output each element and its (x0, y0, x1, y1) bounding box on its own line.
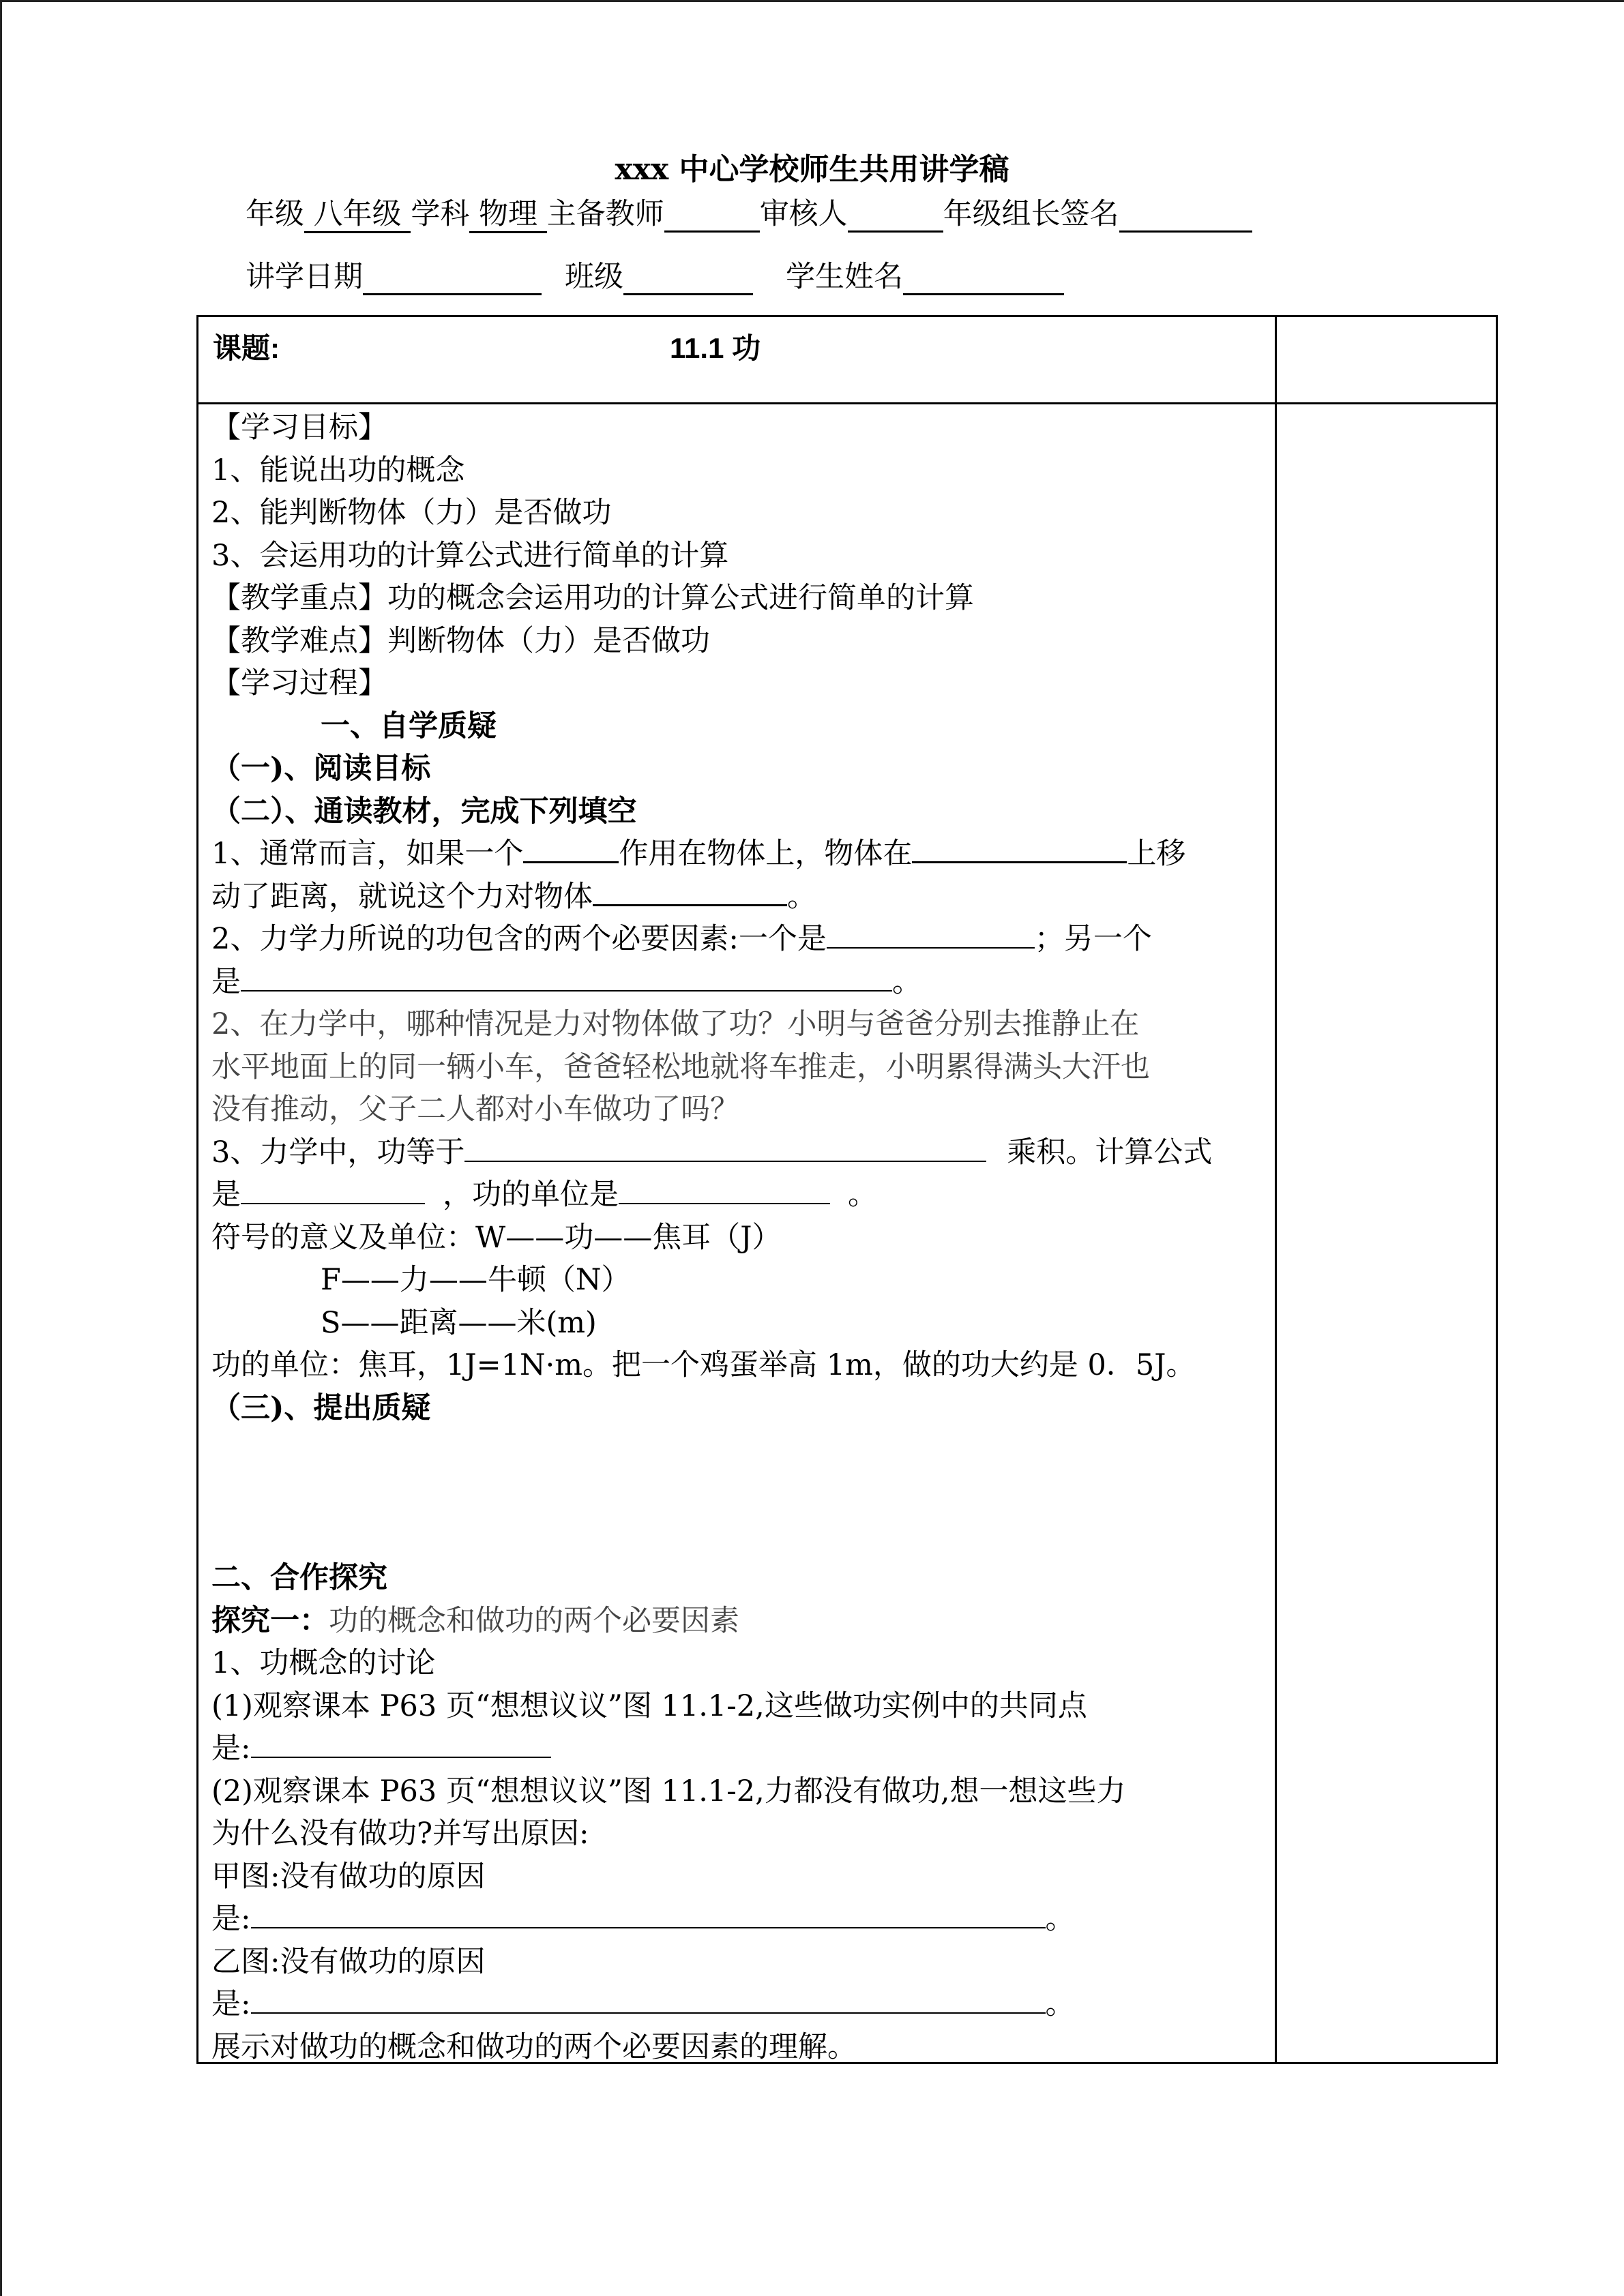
question-2-line-1: 2、力学力所说的功包含的两个必要因素:一个是 ；另一个 (211, 918, 1265, 961)
symbol-f: F——力——牛顿（N） (321, 1263, 631, 1297)
explore-1-item-3-cont: 为什么没有做功?并写出原因: (211, 1817, 589, 1851)
difficulty: 【教学难点】判断物体（力）是否做功 (211, 623, 710, 658)
question-1-line-2: 动了距离，就说这个力对物体 。 (211, 876, 1265, 919)
e-blank-2[interactable] (251, 1900, 1046, 1928)
key-point: 【教学重点】功的概念会运用功的计算公式进行简单的计算 (211, 581, 974, 615)
date-label: 讲学日期 (246, 260, 363, 294)
figure-a-answer: 是: 。 (211, 1898, 1265, 1941)
question-3-line-3: 没有推动，父子二人都对小车做功了吗？ (211, 1092, 739, 1127)
grade-label: 年级 (246, 197, 304, 231)
symbol-s: S——距离——米(m) (321, 1305, 597, 1340)
symbol-w: 符号的意义及单位：W——功——焦耳（J） (211, 1220, 782, 1255)
question-4-line-2: 是 ，功的单位是 。 (211, 1174, 1265, 1217)
subject-label: 学科 (411, 197, 470, 231)
e-blank-1[interactable] (251, 1729, 551, 1758)
question-3-line-2: 水平地面上的同一辆小车，爸爸轻松地就将车推走，小明累得满头大汗也 (211, 1049, 1150, 1084)
goal-2: 2、能判断物体（力）是否做功 (211, 496, 612, 530)
table-row-divider (196, 402, 1498, 404)
page-border-left (0, 0, 2, 2296)
goal-header: 【学习目标】 (211, 411, 387, 445)
explore-1-item-1: 1、功概念的讨论 (211, 1646, 436, 1680)
date-blank[interactable] (363, 263, 542, 295)
section-1-3-heading: （三)、提出质疑 (211, 1390, 431, 1425)
goal-3: 3、会运用功的计算公式进行简单的计算 (211, 538, 729, 573)
section-2-heading: 二、合作探究 (211, 1561, 387, 1595)
q2-blank-1[interactable] (827, 920, 1035, 949)
section-1-heading: 一、自学质疑 (321, 709, 497, 743)
reviewer-label: 审核人 (759, 197, 848, 231)
student-label: 学生姓名 (786, 260, 903, 294)
question-2-line-2: 是 。 (211, 961, 1265, 1004)
explore-1-item-3: (2)观察课本 P63 页“想想议议”图 11.1-2,力都没有做功,想一想这些力 (211, 1774, 1126, 1808)
leader-blank[interactable] (1119, 200, 1252, 233)
figure-b-answer: 是: 。 (211, 1983, 1265, 2026)
q1-blank-1[interactable] (523, 834, 619, 863)
goal-1: 1、能说出功的概念 (211, 453, 465, 488)
topic-label: 课题: (213, 332, 280, 364)
q1-blank-2[interactable] (912, 834, 1127, 863)
process-header: 【学习过程】 (211, 666, 387, 700)
header-line-2 (246, 254, 1064, 295)
question-space[interactable] (211, 1429, 1265, 1557)
question-4-line-1: 3、力学中，功等于 乘积。计算公式 (211, 1131, 1265, 1174)
class-label: 班级 (565, 260, 623, 294)
question-1-line-1: 1、通常而言，如果一个 作用在物体上，物体在 上移 (211, 833, 1265, 876)
q4-blank-2[interactable] (241, 1176, 425, 1204)
teacher-label: 主备教师 (546, 197, 664, 231)
explore-1-item-2-answer: 是: (211, 1727, 1265, 1770)
question-3-line-1: 2、在力学中，哪种情况是力对物体做了功？小明与爸爸分别去推静止在 (211, 1007, 1140, 1041)
reviewer-blank[interactable] (848, 200, 943, 233)
header-line-1 (246, 191, 1252, 233)
class-blank[interactable] (623, 263, 753, 295)
lesson-content (211, 406, 1265, 2068)
work-unit: 功的单位：焦耳，1J=1N·m。把一个鸡蛋举高 1m，做的功大约是 0．5J。 (211, 1348, 1196, 1382)
q2-blank-2[interactable] (241, 963, 892, 992)
topic-value: 11.1 功 (670, 332, 761, 364)
teacher-blank[interactable] (664, 200, 760, 233)
subject-value: 物理 (469, 197, 546, 233)
table-column-divider (1275, 315, 1277, 2064)
q4-blank-1[interactable] (464, 1133, 986, 1162)
summary-line: 展示对做功的概念和做功的两个必要因素的理解。 (211, 2029, 857, 2064)
leader-label: 年级组长签名 (943, 197, 1119, 231)
q1-blank-3[interactable] (593, 877, 787, 906)
figure-b-reason: 乙图:没有做功的原因 (211, 1944, 486, 1979)
student-blank[interactable] (903, 263, 1064, 295)
explore-1-heading: 探究一：功的概念和做功的两个必要因素 (211, 1603, 739, 1638)
section-1-1-heading: （一)、阅读目标 (211, 751, 431, 786)
e-blank-3[interactable] (251, 1985, 1046, 2014)
figure-a-reason: 甲图:没有做功的原因 (211, 1859, 486, 1894)
grade-value: 八年级 (304, 197, 411, 233)
explore-1-item-2: (1)观察课本 P63 页“想想议议”图 11.1-2,这些做功实例中的共同点 (211, 1688, 1087, 1723)
q4-blank-3[interactable] (619, 1176, 830, 1204)
section-1-2-heading: （二）、通读教材，完成下列填空 (211, 794, 637, 829)
page-title: xxx 中心学校师生共用讲学稿 (615, 152, 1009, 187)
page-border-top (0, 0, 1624, 2)
